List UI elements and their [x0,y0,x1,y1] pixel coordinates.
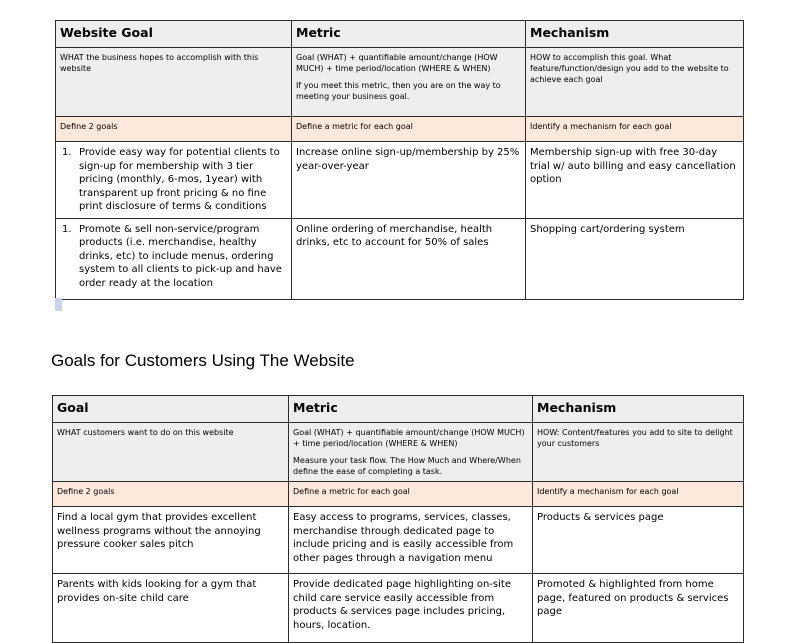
identify-mechanism-instruction: Identify a mechanism for each goal [533,482,744,507]
goal-cell[interactable] [56,218,292,299]
customer-goals-table [52,395,744,643]
goal-description-cell [56,48,292,117]
mechanism-cell[interactable]: Shopping cart/ordering system [526,218,744,299]
metric-description-cell [292,48,526,117]
header-website-goal: Website Goal [56,21,292,48]
header-metric: Metric [289,396,533,423]
header-mechanism: Mechanism [533,396,744,423]
section-title: Goals for Customers Using The Website [51,351,355,370]
goal-cell[interactable]: Find a local gym that provides excellent wellness programs without the annoying pressure cooker sales pitch [53,507,289,574]
mechanism-cell[interactable]: Products & services page [533,507,744,574]
metric-cell[interactable]: Provide dedicated page highlighting on-site child care service easily accessible from products & services page includes pricing, hours, location. [289,574,533,643]
define-goals-instruction: Define 2 goals [56,117,292,142]
header-goal: Goal [53,396,289,423]
metric-description-cell [289,423,533,482]
text-cursor-selection [55,298,62,311]
define-goals-instruction: Define 2 goals [53,482,289,507]
metric-cell[interactable]: Online ordering of merchandise, health drinks, etc to account for 50% of sales [292,218,526,299]
define-metric-instruction: Define a metric for each goal [292,117,526,142]
mechanism-description: HOW to accomplish this goal. What feature/function/design you add to the website to achieve each goal [530,53,729,84]
table-row [53,574,744,643]
mechanism-cell[interactable]: Membership sign-up with free 30-day trial w/ auto billing and easy cancellation option [526,142,744,219]
goal-description: WHAT the business hopes to accomplish with this website [60,53,259,73]
metric-cell[interactable]: Increase online sign-up/membership by 25% year-over-year [292,142,526,219]
goal-cell[interactable]: Parents with kids looking for a gym that provides on-site child care [53,574,289,643]
table-row [53,507,744,574]
goal-text: Promote & sell non-service/program products (i.e. merchandise, healthy drinks, etc) to include menus, ordering system to all clients to pick-up and have order ready at the location [79,223,282,289]
website-goals-table [55,20,744,300]
instruction-row [56,117,744,142]
list-item [60,146,287,214]
header-row [56,21,744,48]
mechanism-description: HOW: Content/features you add to site to delight your customers [537,428,733,448]
description-row [53,423,744,482]
define-metric-instruction: Define a metric for each goal [289,482,533,507]
mechanism-cell[interactable]: Promoted & highlighted from home page, featured on products & services page [533,574,744,643]
goal-cell[interactable] [56,142,292,219]
table-row [56,142,744,219]
list-number: 1. [62,223,72,235]
identify-mechanism-instruction: Identify a mechanism for each goal [526,117,744,142]
list-number: 1. [62,147,72,158]
goal-description: WHAT customers want to do on this website [57,428,234,437]
metric-description: Goal (WHAT) + quantifiable amount/change (HOW MUCH) + time period/location (WHERE & WHEN) [296,53,498,73]
list-item [60,223,287,291]
instruction-row [53,482,744,507]
metric-description-note: Measure your task flow. The How Much and Where/When define the ease of completing a task. [293,456,521,476]
goal-text: Provide easy way for potential clients to sign-up for membership with 3 tier pricing (monthly, 6-mos, 1year) with transparent up front pricing & no fine print disclosure of terms & conditions [79,147,280,212]
table-row [56,218,744,299]
header-row [53,396,744,423]
description-row [56,48,744,117]
header-mechanism: Mechanism [526,21,744,48]
mechanism-description-cell [526,48,744,117]
goal-description-cell [53,423,289,482]
metric-description: Goal (WHAT) + quantifiable amount/change (HOW MUCH) + time period/location (WHERE & WHEN) [293,428,525,448]
header-metric: Metric [292,21,526,48]
mechanism-description-cell [533,423,744,482]
metric-cell[interactable]: Easy access to programs, services, classes, merchandise through dedicated page to include pricing and is easily accessible from other pages through a navigation menu [289,507,533,574]
metric-description-note: If you meet this metric, then you are on the way to meeting your business goal. [296,81,501,101]
